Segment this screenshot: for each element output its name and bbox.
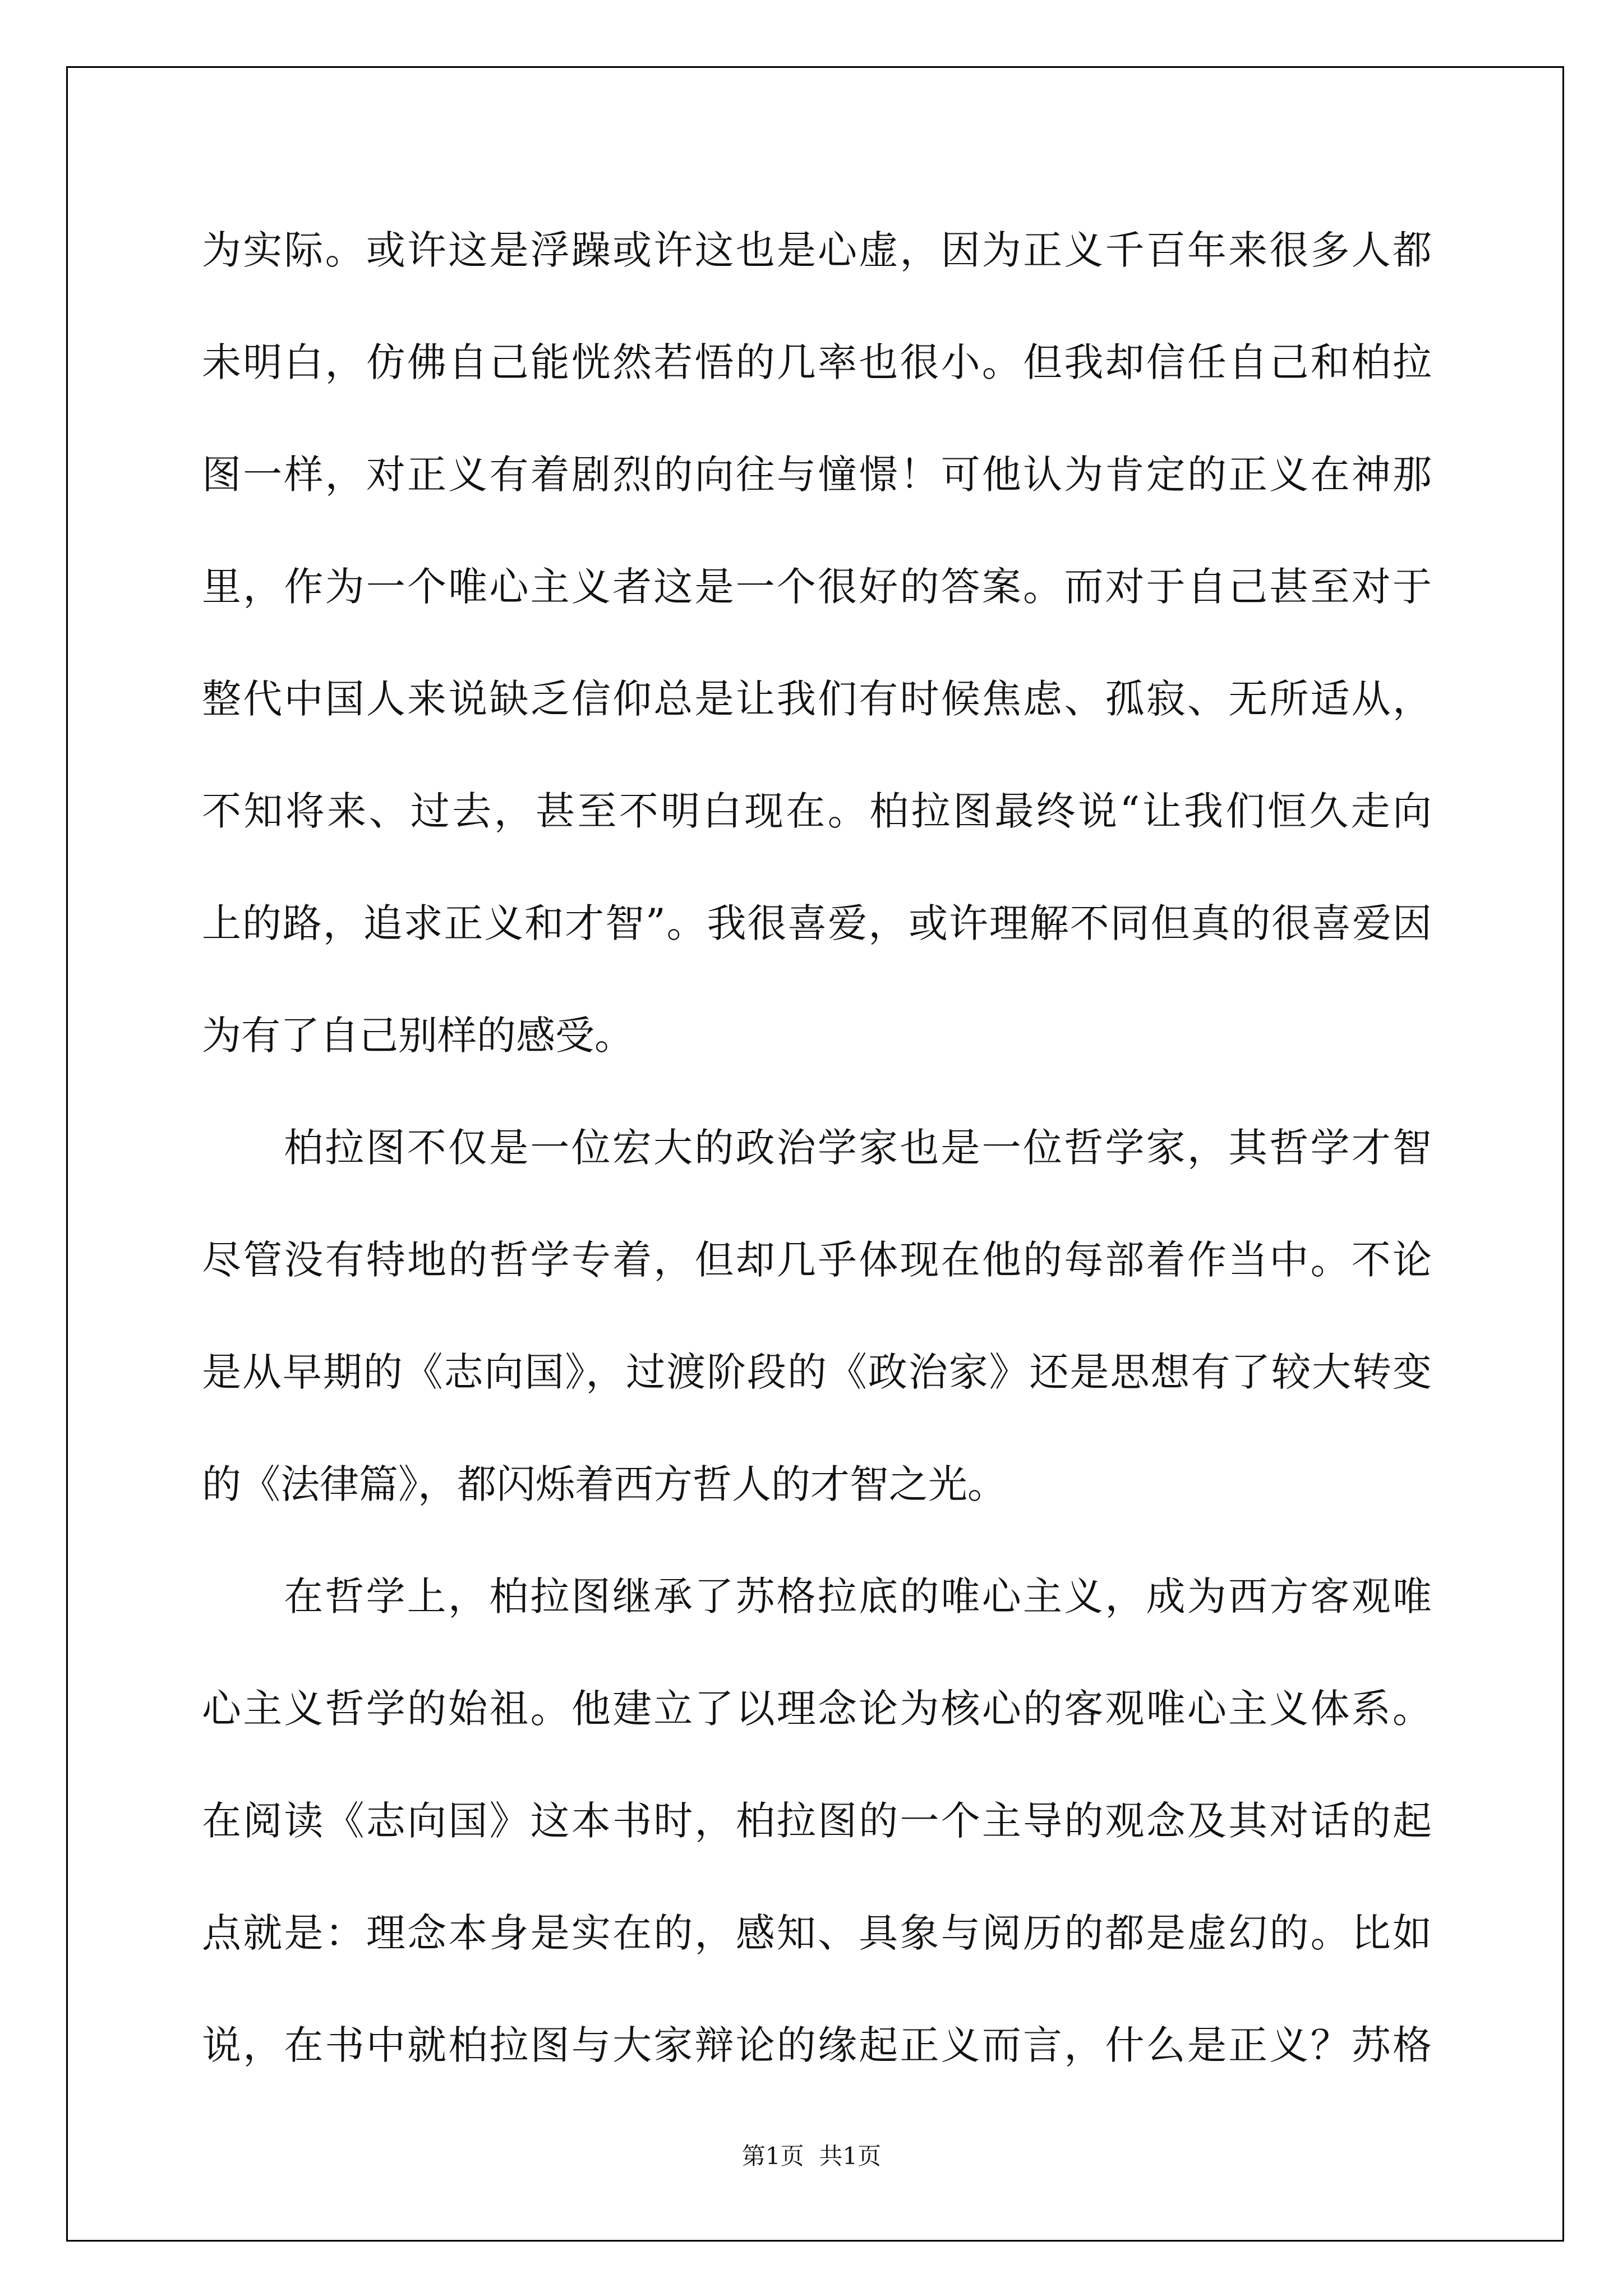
- text-line: 里，作为一个唯心主义者这是一个很好的答案。而对于自己甚至对于: [202, 564, 1432, 610]
- paragraph: [202, 194, 1432, 1092]
- text-line: 说，在书中就柏拉图与大家辩论的缘起正义而言，什么是正义？苏格: [202, 2022, 1432, 2068]
- paragraph: [202, 1540, 1432, 2101]
- text-line: 未明白，仿佛自己能恍然若悟的几率也很小。但我却信任自己和柏拉: [202, 339, 1432, 385]
- text-line: 的《法律篇》，都闪烁着西方哲人的才智之光。: [202, 1461, 1007, 1507]
- paragraph: [202, 1092, 1432, 1540]
- text-line: 尽管没有特地的哲学专着，但却几乎体现在他的每部着作当中。不论: [202, 1237, 1432, 1283]
- text-line: 图一样，对正义有着剧烈的向往与憧憬！可他认为肯定的正义在神那: [202, 452, 1432, 498]
- text-line: 在哲学上，柏拉图继承了苏格拉底的唯心主义，成为西方客观唯: [284, 1573, 1432, 1619]
- document-body: [202, 194, 1432, 2101]
- text-line: 为实际。或许这是浮躁或许这也是心虚，因为正义千百年来很多人都: [202, 227, 1432, 273]
- text-line: 整代中国人来说缺乏信仰总是让我们有时候焦虑、孤寂、无所适从，: [202, 676, 1432, 722]
- text-line: 在阅读《志向国》这本书时，柏拉图的一个主导的观念及其对话的起: [202, 1798, 1432, 1844]
- text-line: 是从早期的《志向国》，过渡阶段的《政治家》还是思想有了较大转变: [202, 1349, 1432, 1395]
- page-footer: 第1页 共1页: [741, 2142, 882, 2170]
- text-line: 柏拉图不仅是一位宏大的政治学家也是一位哲学家，其哲学才智: [284, 1125, 1432, 1171]
- text-line: 点就是：理念本身是实在的，感知、具象与阅历的都是虚幻的。比如: [202, 1910, 1432, 1956]
- text-line: 心主义哲学的始祖。他建立了以理念论为核心的客观唯心主义体系。: [202, 1686, 1432, 1732]
- text-line: 上的路，追求正义和才智”。我很喜爱，或许理解不同但真的很喜爱因: [202, 900, 1432, 946]
- text-line: 为有了自己别样的感受。: [202, 1013, 634, 1059]
- text-line: 不知将来、过去，甚至不明白现在。柏拉图最终说“让我们恒久走向: [202, 788, 1432, 834]
